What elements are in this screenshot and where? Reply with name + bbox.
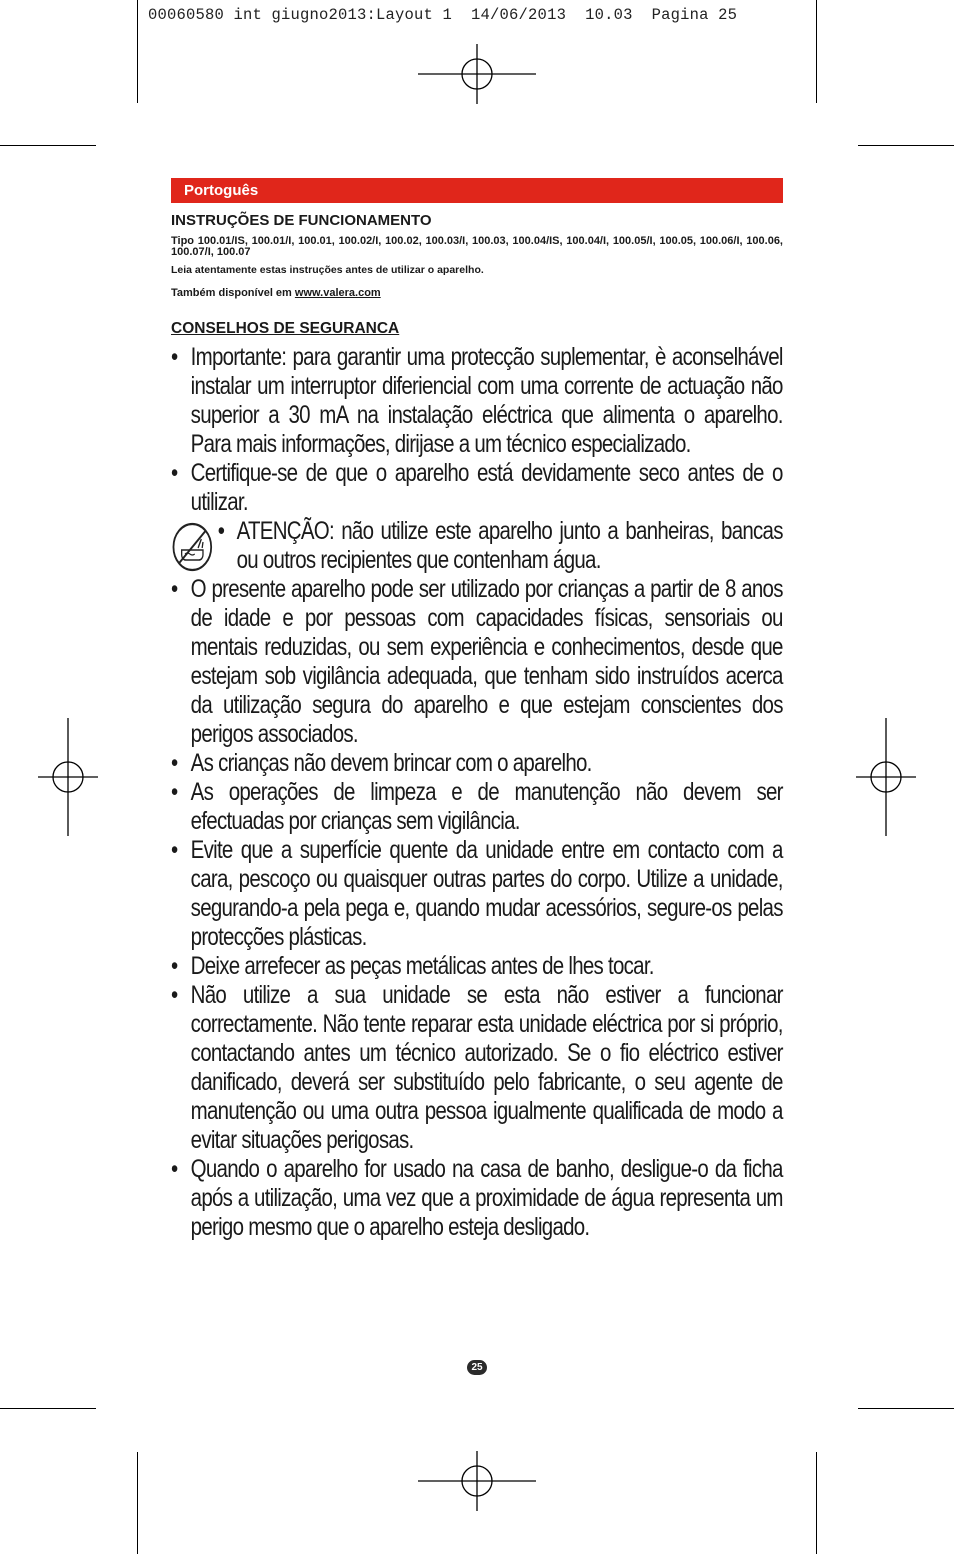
list-item-text: Não utilize a sua unidade se esta não estiver a funcionar correctamente. Não tente reparar esta unidade eléctrica por si próprio, contactando antes um técnico autorizado. Se o fio eléctrico estiver danificado, deverá ser substituído pelo fabricante, o seu agente de manutenção ou uma outra pessoa igualmente qualificada de modo a evitar situações perigosas. [190,981,783,1154]
crop-mark [137,1452,138,1554]
language-bar [171,178,783,203]
section-title: CONSELHOS DE SEGURANCA [171,320,400,337]
list-item-text: Quando o aparelho for usado na casa de banho, desligue-o da ficha após a utilização, uma vez que a proximidade de água representa um perigo mesmo que o aparelho esteja desligado. [190,1155,783,1241]
page-title: INSTRUÇÕES DE FUNCIONAMENTO [171,212,432,229]
crop-mark [0,145,96,146]
bullet: • [171,343,178,371]
crop-mark [858,1408,954,1409]
bullet: • [171,459,178,487]
website-link[interactable]: www.valera.com [294,287,381,299]
list-item-text: As crianças não devem brincar com o aparelho. [190,749,592,777]
list-item [171,836,783,952]
crop-mark [858,145,954,146]
list-item [171,981,783,1155]
crop-mark [137,0,138,103]
list-item [171,575,783,749]
crop-mark [816,1452,817,1554]
bullet: • [217,517,225,545]
list-item-text: ATENÇÃO: não utilize este aparelho junto a banheiras, bancas ou outros recipientes que contenham água. [236,517,783,574]
read-note: Leia atentamente estas instruções antes de utilizar o aparelho. [171,264,484,276]
list-item-text: Certifique-se de que o aparelho está devidamente seco antes de o utilizar. [190,459,783,516]
language-label: Portoguês [184,182,259,199]
list-item [171,343,783,459]
no-water-bath-icon [171,521,214,573]
list-item [171,459,783,517]
list-item [171,749,783,778]
list-item [171,517,783,575]
page-number: 25 [467,1360,487,1375]
crop-mark [816,0,817,103]
registration-mark-icon [418,44,536,104]
model-types: Tipo 100.01/IS, 100.01/I, 100.01, 100.02/I, 100.02, 100.03/I, 100.03, 100.04/IS, 100.04/I, 100.05/I, 100.05, 100.06/I, 100.06, 100.07/I, 100.07 [171,235,783,258]
list-item-text: Importante: para garantir uma protecção suplementar, è aconselhável instalar um interruptor diferiencial com uma corrente de actuação não superior a 30 mA na instalação eléctrica que alimenta o aparelho. Para mais informações, dirijase a um técnico especializado. [190,343,783,458]
list-item-text: As operações de limpeza e de manutenção não devem ser efectuadas por crianças sem vigilância. [190,778,783,835]
bullet: • [171,836,178,864]
printer-slug-line: 00060580 int giugno2013:Layout 1 14/06/2013 10.03 Pagina 25 [148,6,738,24]
registration-mark-icon [856,718,916,836]
bullet: • [171,981,178,1009]
bullet: • [171,1155,178,1183]
list-item [171,778,783,836]
registration-mark-icon [418,1451,536,1511]
bullet: • [171,778,178,806]
list-item-text: O presente aparelho pode ser utilizado por crianças a partir de 8 anos de idade e por pessoas com capacidades físicas, sensoriais ou mentais reduzidas, ou sem experiência e conhecimentos, desde que estejam sob vigilância adequada, que tenham sido instruídos acerca da utilização segura do aparelho e que estejam conscientes dos perigos associados. [190,575,783,748]
bullet: • [171,749,178,777]
bullet: • [171,575,178,603]
crop-mark [0,1408,96,1409]
also-available-label: Também disponível em [171,287,295,299]
registration-mark-icon [38,718,98,836]
also-available [171,287,381,299]
bullet: • [171,952,178,980]
list-item-text: Evite que a superfície quente da unidade entre em contacto com a cara, pescoço ou quaisquer outras partes do corpo. Utilize a unidade, segurando-a pela pega e, quando mudar acessórios, segure-os pelas protecções plásticas. [190,836,783,951]
safety-list [171,343,783,1242]
list-item-text: Deixe arrefecer as peças metálicas antes de lhes tocar. [190,952,654,980]
list-item [171,1155,783,1242]
list-item [171,952,783,981]
